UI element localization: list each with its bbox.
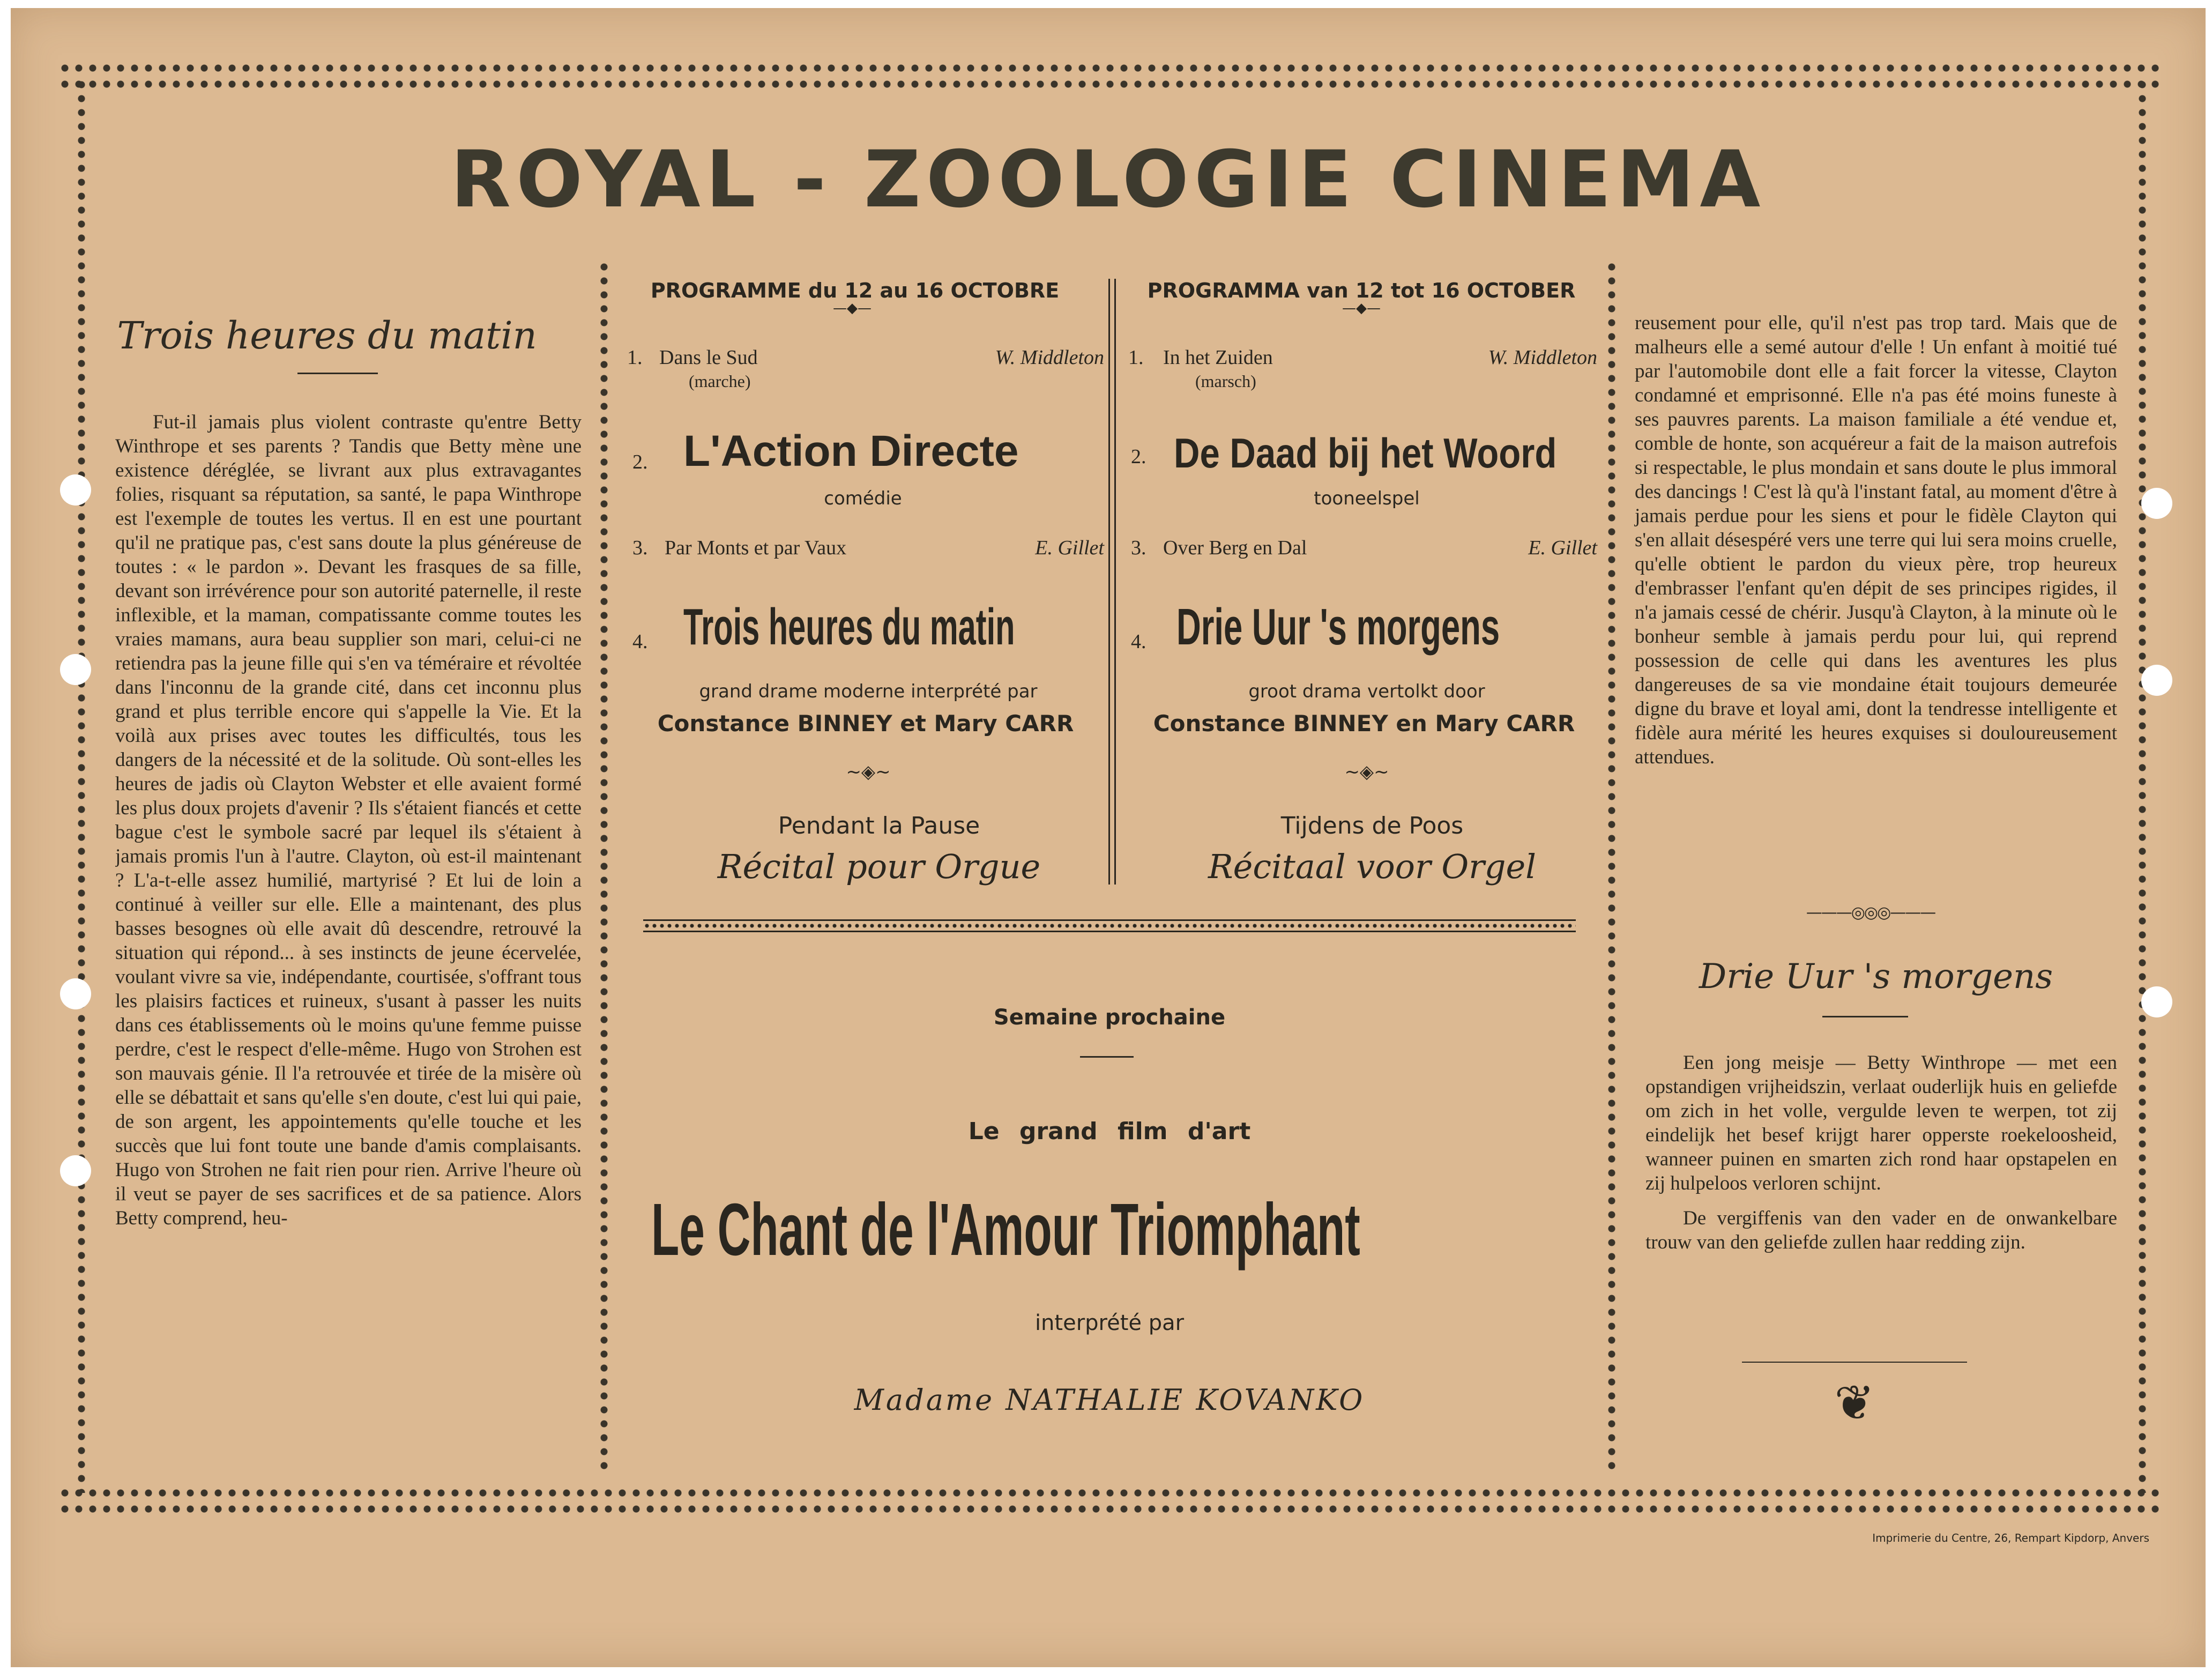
fr-item-1-author: W. Middleton — [995, 346, 1104, 369]
next-week-performed-by: interprété par — [1034, 1311, 1185, 1335]
fr-item-4-title: Trois heures du matin — [683, 598, 1015, 656]
ornament-divider: ———◎◎◎——— — [1806, 903, 1935, 922]
punch-hole — [60, 474, 91, 506]
fr-item-2-title: L'Action Directe — [683, 427, 1019, 475]
fr-recital: Récital pour Orgue — [717, 847, 1041, 886]
punch-hole — [60, 654, 91, 685]
punch-hole — [60, 1155, 91, 1186]
nl-item-1-note: (marsch) — [1195, 371, 1256, 391]
programme-nl-heading: PROGRAMMA van 12 tot 16 OCTOBER — [1147, 279, 1576, 302]
fr-item-1-note: (marche) — [689, 371, 751, 391]
next-week-intro: Le grand film d'art — [968, 1118, 1251, 1145]
nl-item-3-author: E. Gillet — [1528, 537, 1597, 559]
border-top — [58, 62, 2159, 75]
printer-imprint: Imprimerie du Centre, 26, Rempart Kipdorp, Anvers — [1872, 1532, 2149, 1544]
programme-fr-heading: PROGRAMME du 12 au 16 OCTOBRE — [650, 279, 1060, 302]
punch-hole — [2141, 488, 2172, 519]
fr-item-3-num: 3. — [632, 537, 648, 559]
nl-item-3-num: 3. — [1131, 537, 1146, 559]
nl-item-3-title: Over Berg en Dal — [1163, 537, 1307, 559]
fr-item-2-num: 2. — [632, 451, 648, 473]
right-bottom-rule — [1742, 1362, 1967, 1363]
poster-sheet — [11, 8, 2206, 1667]
nl-item-4-title: Drie Uur 's morgens — [1176, 598, 1500, 656]
fleuron-icon: ❦ — [1834, 1375, 1875, 1431]
nl-item-1-num: 1. — [1128, 346, 1144, 369]
nl-item-4-cast: Constance BINNEY en Mary CARR — [1153, 710, 1575, 737]
border-left — [75, 78, 88, 1493]
nl-item-4-note: groot drama vertolkt door — [1248, 681, 1485, 702]
fr-item-4-cast: Constance BINNEY et Mary CARR — [657, 710, 1074, 737]
next-week-rule — [1080, 1056, 1134, 1058]
right-article-continuation-text: reusement pour elle, qu'il n'est pas trop tard. Mais que de malheurs elle a semé autour d'elle ! Un enfant à moitié tué par l'automobile dont elle a fait forcer la vitesse, Clayton condamné et emprisonné. Elle n'a pas été moins funeste à ses pauvres parents. La maison familiale a été vendue et, comble de honte, son acquéreur a fait de la maison autrefois si respectable, le plus mondain et sans doute le plus immoral des dancings ! C'est là qu'à l'instant fatal, au moment d'être à jamais perdue pour les siens et pour le fidèle Clayton qui s'en allait désespéré vers une terre qui lui sera moins cruelle, qu'elle obtient le pardon du vieux père, trop heureux d'embrasser l'enfant qu'en dépit de ses principes rigides, il n'a jamais cessé de chérir. Jusqu'à Clayton, à la minute où le bonheur semble à jamais perdu pour lui, qui reprend possession de celle qui dans les aventures les plus dangereuses de sa vie mondaine était toujours demeurée digne du brave et loyal ami, dont la tendresse intelligente et fidèle aura mérité les heures exquises si douloureusement attendues. — [1635, 312, 2117, 768]
right-article-paragraph: De vergiffenis van den vader en de onwankelbare trouw van den geliefde zullen haar redding zijn. — [1645, 1207, 2117, 1253]
left-article-title: Trois heures du matin — [117, 314, 537, 358]
fr-pause-label: Pendant la Pause — [778, 812, 980, 839]
nl-item-4-num: 4. — [1131, 630, 1146, 653]
border-right — [2136, 78, 2149, 1493]
column-divider-left — [598, 260, 610, 1472]
page-title: ROYAL - ZOOLOGIE CINEMA — [450, 134, 1766, 225]
border-bottom — [58, 1487, 2159, 1499]
fr-item-4-note: grand drame moderne interprété par — [699, 681, 1038, 702]
nl-item-2-num: 2. — [1131, 445, 1146, 468]
fr-item-2-genre: comédie — [824, 488, 902, 509]
ornament-divider: ~◈~ — [1344, 761, 1389, 783]
fr-item-1-title: Dans le Sud — [659, 346, 758, 369]
left-title-rule — [297, 373, 378, 374]
programme-bottom-rule — [643, 919, 1576, 932]
fr-item-3-author: E. Gillet — [1035, 537, 1104, 559]
nl-item-2-genre: tooneelspel — [1314, 488, 1420, 509]
punch-hole — [60, 978, 91, 1009]
nl-pause-label: Tijdens de Poos — [1280, 812, 1464, 839]
right-article-paragraph: Een jong meisje — Betty Winthrope — met een opstandigen vrijheidszin, verlaat ouderlijk huis en geliefde om zich in het volle, vergulde leven te werpen, tot zij eindelijk het besef krijgt harer opperste roekeloosheid, wanneer puinen en smarten zich rond haar opstapelen en zij hulpeloos verloren schijnt. — [1645, 1052, 2117, 1194]
nl-item-1-author: W. Middleton — [1488, 346, 1597, 369]
ornament-divider: —◆— — [833, 300, 872, 316]
nl-item-1-title: In het Zuiden — [1163, 346, 1273, 369]
next-week-film-title: Le Chant de l'Amour Triomphant — [651, 1188, 1360, 1271]
nl-recital: Récitaal voor Orgel — [1208, 847, 1536, 886]
next-week-label: Semaine prochaine — [993, 1005, 1226, 1030]
fr-item-4-num: 4. — [632, 630, 648, 653]
punch-hole — [2141, 665, 2172, 696]
border-bottom-inner — [58, 1503, 2159, 1515]
nl-item-2-title: De Daad bij het Woord — [1174, 429, 1557, 477]
ornament-divider: ~◈~ — [846, 761, 891, 783]
next-week-star: Madame NATHALIE KOVANKO — [854, 1383, 1365, 1417]
right-article-body — [1645, 1051, 2117, 1254]
center-divider — [1108, 279, 1116, 885]
left-article-body — [115, 410, 582, 1429]
right-title-rule — [1822, 1016, 1908, 1017]
ornament-divider: —◆— — [1342, 300, 1381, 316]
left-article-paragraph: Fut-il jamais plus violent contraste qu'entre Betty Winthrope et ses parents ? Tandis que Betty mène une existence déréglée, se livrant aux plus extravagantes folies, risquant sa réputation, sa santé, le papa Winthrope est l'exemple de toutes les vertus. Il en est une pourtant qu'il ne pratique pas, c'est sans doute la plus généreuse de toutes : « le pardon ». Devant les frasques de sa fille, devant son irrévérence pour son autorité paternelle, il reste inflexible, et la maman, compatissante comme toutes les vraies mamans, aura beau supplier son mari, celui-ci ne retiendra pas la jeune fille qui s'en va téméraire et révoltée dans l'inconnu de la grande cité, dans cet inconnu plus grand et plus terrible encore qui s'appelle la Vie. Et la voilà aux prises avec toutes les difficultés, tous les dangers de la nécessité et de la solitude. Où sont-elles les heures de jadis où Clayton Webster et elle avaient formé les plus doux projets d'avenir ? Ils s'étaient fiancés et cette bague c'est le symbole sacré par lequel ils s'étaient à jamais promis l'un à l'autre. Clayton, où est-il maintenant ? L'a-t-elle assez humilié, martyrisé ? Et lui de loin a continué à veiller sur elle. Elle a maintenant, des plus basses besognes où elle avait dû descendre, retrouvé la situation qui répond... à ses instincts de jeune écervelée, voulant vivre sa vie, indépendante, courtisée, s'offrant tous les plaisirs factices et ruineux, s'usant à passer les nuits dans ces établissements où le moins qu'une femme puisse perdre, c'est le respect d'elle-même. Hugo von Strohen est son mauvais génie. Il l'a retrouvée et tirée de la misère où elle se débattait et sans qu'elle s'en doute, c'est lui qui paie, de son argent, les appointements qu'elle touche et les succès que lui font toute une bande d'amis complaisants. Hugo von Strohen ne fait rien pour rien. Arrive l'heure où il veut se payer de ses sacrifices et de sa patience. Alors Betty comprend, heu- — [115, 411, 582, 1229]
right-article-continuation — [1635, 311, 2117, 769]
right-article-title: Drie Uur 's morgens — [1699, 957, 2053, 997]
punch-hole — [2141, 986, 2172, 1017]
fr-item-1-num: 1. — [627, 346, 643, 369]
fr-item-3-title: Par Monts et par Vaux — [665, 537, 847, 559]
border-top-inner — [58, 78, 2159, 91]
